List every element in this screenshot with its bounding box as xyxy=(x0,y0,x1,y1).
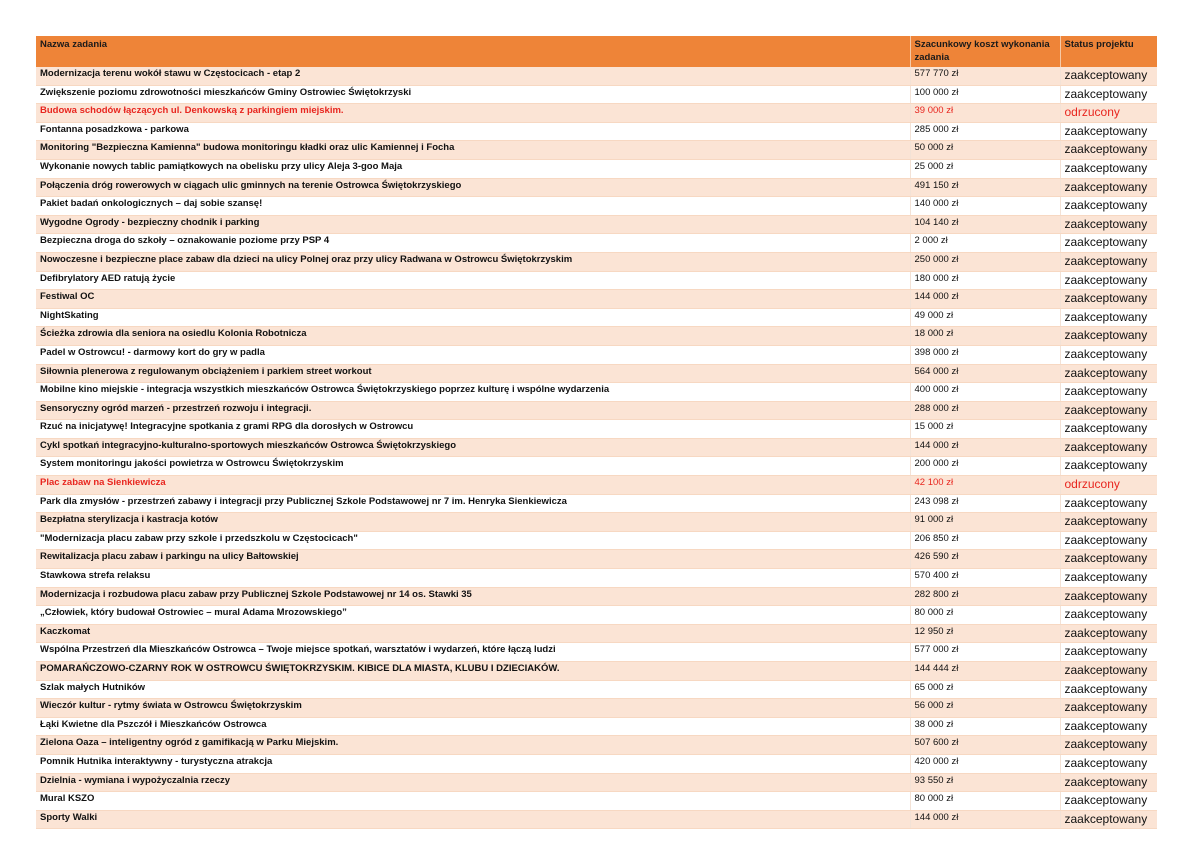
cost-cell: 100 000 zł xyxy=(910,85,1060,104)
table-row xyxy=(36,717,1157,736)
task-name-cell: Siłownia plenerowa z regulowanym obciążeniem i parkiem street workout xyxy=(36,364,910,383)
table-row xyxy=(36,792,1157,811)
cost-cell: 144 444 zł xyxy=(910,662,1060,681)
table-row xyxy=(36,624,1157,643)
cost-cell: 140 000 zł xyxy=(910,197,1060,216)
task-name-cell: Połączenia dróg rowerowych w ciągach ulic gminnych na terenie Ostrowca Świętokrzyskiego xyxy=(36,178,910,197)
table-header xyxy=(36,36,1157,67)
cost-cell: 25 000 zł xyxy=(910,159,1060,178)
status-cell: zaakceptowany xyxy=(1060,271,1157,290)
task-name-cell: Pomnik Hutnika interaktywny - turystyczna atrakcja xyxy=(36,754,910,773)
task-name-cell: Szlak małych Hutników xyxy=(36,680,910,699)
table-row xyxy=(36,159,1157,178)
task-name-cell: System monitoringu jakości powietrza w Ostrowcu Świętokrzyskim xyxy=(36,457,910,476)
table-row xyxy=(36,383,1157,402)
cost-cell: 65 000 zł xyxy=(910,680,1060,699)
task-name-cell: POMARAŃCZOWO-CZARNY ROK W OSTROWCU ŚWIĘTOKRZYSKIM. KIBICE DLA MIASTA, KLUBU I DZIECIAKÓW. xyxy=(36,662,910,681)
cost-cell: 400 000 zł xyxy=(910,383,1060,402)
status-cell: zaakceptowany xyxy=(1060,215,1157,234)
cost-cell: 577 000 zł xyxy=(910,643,1060,662)
table-row xyxy=(36,104,1157,123)
cost-cell: 56 000 zł xyxy=(910,699,1060,718)
cost-cell: 250 000 zł xyxy=(910,252,1060,271)
status-cell: zaakceptowany xyxy=(1060,513,1157,532)
table-row xyxy=(36,550,1157,569)
table-row xyxy=(36,754,1157,773)
table-row xyxy=(36,141,1157,160)
cost-cell: 144 000 zł xyxy=(910,810,1060,829)
task-name-cell: Sensoryczny ogród marzeń - przestrzeń rozwoju i integracji. xyxy=(36,401,910,420)
task-name-cell: Rewitalizacja placu zabaw i parkingu na ulicy Bałtowskiej xyxy=(36,550,910,569)
task-name-cell: Mobilne kino miejskie - integracja wszystkich mieszkańców Ostrowca Świętokrzyskiego poprzez kulturę i wspólne wydarzenia xyxy=(36,383,910,402)
status-cell: zaakceptowany xyxy=(1060,494,1157,513)
status-cell: zaakceptowany xyxy=(1060,662,1157,681)
task-name-cell: Padel w Ostrowcu! - darmowy kort do gry w padla xyxy=(36,345,910,364)
table-body xyxy=(36,67,1157,829)
cost-cell: 12 950 zł xyxy=(910,624,1060,643)
cost-cell: 577 770 zł xyxy=(910,67,1060,85)
table-row xyxy=(36,513,1157,532)
table-row xyxy=(36,420,1157,439)
task-name-cell: Pakiet badań onkologicznych – daj sobie szansę! xyxy=(36,197,910,216)
cost-cell: 80 000 zł xyxy=(910,606,1060,625)
projects-table xyxy=(36,36,1157,829)
status-cell: zaakceptowany xyxy=(1060,364,1157,383)
status-cell: zaakceptowany xyxy=(1060,67,1157,85)
cost-cell: 507 600 zł xyxy=(910,736,1060,755)
cost-cell: 491 150 zł xyxy=(910,178,1060,197)
table-row xyxy=(36,699,1157,718)
cost-cell: 104 140 zł xyxy=(910,215,1060,234)
table-row xyxy=(36,606,1157,625)
cost-cell: 288 000 zł xyxy=(910,401,1060,420)
table-row xyxy=(36,587,1157,606)
task-name-cell: Mural KSZO xyxy=(36,792,910,811)
table-row xyxy=(36,476,1157,495)
cost-cell: 570 400 zł xyxy=(910,569,1060,588)
status-cell: zaakceptowany xyxy=(1060,643,1157,662)
cost-cell: 50 000 zł xyxy=(910,141,1060,160)
task-name-cell: Wykonanie nowych tablic pamiątkowych na obelisku przy ulicy Aleja 3-goo Maja xyxy=(36,159,910,178)
status-cell: zaakceptowany xyxy=(1060,383,1157,402)
cost-cell: 420 000 zł xyxy=(910,754,1060,773)
cost-cell: 282 800 zł xyxy=(910,587,1060,606)
task-name-cell: Wspólna Przestrzeń dla Mieszkańców Ostrowca – Twoje miejsce spotkań, warsztatów i wydarzeń, które łączą ludzi xyxy=(36,643,910,662)
cost-cell: 93 550 zł xyxy=(910,773,1060,792)
cost-cell: 80 000 zł xyxy=(910,792,1060,811)
table-row xyxy=(36,438,1157,457)
status-cell: zaakceptowany xyxy=(1060,457,1157,476)
task-name-cell: Modernizacja terenu wokół stawu w Częstocicach - etap 2 xyxy=(36,67,910,85)
status-cell: zaakceptowany xyxy=(1060,736,1157,755)
cost-cell: 49 000 zł xyxy=(910,308,1060,327)
table-row xyxy=(36,290,1157,309)
task-name-cell: Łąki Kwietne dla Pszczół i Mieszkańców Ostrowca xyxy=(36,717,910,736)
table-row xyxy=(36,234,1157,253)
cost-cell: 564 000 zł xyxy=(910,364,1060,383)
status-cell: zaakceptowany xyxy=(1060,606,1157,625)
status-cell: zaakceptowany xyxy=(1060,234,1157,253)
cost-cell: 285 000 zł xyxy=(910,122,1060,141)
status-cell: odrzucony xyxy=(1060,476,1157,495)
cost-cell: 144 000 zł xyxy=(910,290,1060,309)
task-name-cell: Festiwal OC xyxy=(36,290,910,309)
task-name-cell: Sporty Walki xyxy=(36,810,910,829)
cost-cell: 426 590 zł xyxy=(910,550,1060,569)
table-row xyxy=(36,457,1157,476)
task-name-cell: "Modernizacja placu zabaw przy szkole i przedszkolu w Częstocicach" xyxy=(36,531,910,550)
header-row xyxy=(36,36,1157,67)
status-cell: zaakceptowany xyxy=(1060,122,1157,141)
status-cell: zaakceptowany xyxy=(1060,197,1157,216)
status-cell: zaakceptowany xyxy=(1060,290,1157,309)
cost-cell: 180 000 zł xyxy=(910,271,1060,290)
task-name-cell: Kaczkomat xyxy=(36,624,910,643)
task-name-cell: Park dla zmysłów - przestrzeń zabawy i integracji przy Publicznej Szkole Podstawowej nr 7 im. Henryka Sienkiewicza xyxy=(36,494,910,513)
status-cell: zaakceptowany xyxy=(1060,85,1157,104)
table-row xyxy=(36,680,1157,699)
status-cell: odrzucony xyxy=(1060,104,1157,123)
cost-cell: 144 000 zł xyxy=(910,438,1060,457)
cost-cell: 200 000 zł xyxy=(910,457,1060,476)
table-row xyxy=(36,531,1157,550)
task-name-cell: Dzielnia - wymiana i wypożyczalnia rzeczy xyxy=(36,773,910,792)
table-row xyxy=(36,308,1157,327)
task-name-cell: Zwiększenie poziomu zdrowotności mieszkańców Gminy Ostrowiec Świętokrzyski xyxy=(36,85,910,104)
table-row xyxy=(36,569,1157,588)
cost-cell: 18 000 zł xyxy=(910,327,1060,346)
projects-sheet xyxy=(36,36,1157,829)
task-name-cell: NightSkating xyxy=(36,308,910,327)
status-cell: zaakceptowany xyxy=(1060,141,1157,160)
status-cell: zaakceptowany xyxy=(1060,401,1157,420)
cost-cell: 15 000 zł xyxy=(910,420,1060,439)
task-name-cell: Cykl spotkań integracyjno-kulturalno-sportowych mieszkańców Ostrowca Świętokrzyskiego xyxy=(36,438,910,457)
task-name-cell: Plac zabaw na Sienkiewicza xyxy=(36,476,910,495)
task-name-cell: „Człowiek, który budował Ostrowiec – mural Adama Mrozowskiego” xyxy=(36,606,910,625)
status-cell: zaakceptowany xyxy=(1060,587,1157,606)
table-row xyxy=(36,736,1157,755)
task-name-cell: Zielona Oaza – inteligentny ogród z gamifikacją w Parku Miejskim. xyxy=(36,736,910,755)
table-row xyxy=(36,364,1157,383)
status-cell: zaakceptowany xyxy=(1060,773,1157,792)
cost-cell: 206 850 zł xyxy=(910,531,1060,550)
table-row xyxy=(36,252,1157,271)
table-row xyxy=(36,643,1157,662)
status-cell: zaakceptowany xyxy=(1060,569,1157,588)
table-row xyxy=(36,401,1157,420)
cost-cell: 42 100 zł xyxy=(910,476,1060,495)
cost-cell: 398 000 zł xyxy=(910,345,1060,364)
task-name-cell: Stawkowa strefa relaksu xyxy=(36,569,910,588)
status-cell: zaakceptowany xyxy=(1060,717,1157,736)
table-row xyxy=(36,271,1157,290)
table-row xyxy=(36,327,1157,346)
table-row xyxy=(36,773,1157,792)
table-row xyxy=(36,197,1157,216)
task-name-cell: Wygodne Ogrody - bezpieczny chodnik i parking xyxy=(36,215,910,234)
header-project-status: Status projektu xyxy=(1060,36,1157,67)
status-cell: zaakceptowany xyxy=(1060,531,1157,550)
status-cell: zaakceptowany xyxy=(1060,252,1157,271)
table-row xyxy=(36,67,1157,85)
table-row xyxy=(36,662,1157,681)
status-cell: zaakceptowany xyxy=(1060,345,1157,364)
task-name-cell: Monitoring "Bezpieczna Kamienna" budowa monitoringu kładki oraz ulic Kamiennej i Focha xyxy=(36,141,910,160)
status-cell: zaakceptowany xyxy=(1060,159,1157,178)
cost-cell: 38 000 zł xyxy=(910,717,1060,736)
task-name-cell: Bezpieczna droga do szkoły – oznakowanie poziome przy PSP 4 xyxy=(36,234,910,253)
header-estimated-cost: Szacunkowy koszt wykonania zadania xyxy=(910,36,1060,67)
cost-cell: 2 000 zł xyxy=(910,234,1060,253)
status-cell: zaakceptowany xyxy=(1060,420,1157,439)
status-cell: zaakceptowany xyxy=(1060,754,1157,773)
task-name-cell: Bezpłatna sterylizacja i kastracja kotów xyxy=(36,513,910,532)
table-row xyxy=(36,178,1157,197)
cost-cell: 243 098 zł xyxy=(910,494,1060,513)
status-cell: zaakceptowany xyxy=(1060,327,1157,346)
status-cell: zaakceptowany xyxy=(1060,810,1157,829)
status-cell: zaakceptowany xyxy=(1060,178,1157,197)
status-cell: zaakceptowany xyxy=(1060,550,1157,569)
table-row xyxy=(36,122,1157,141)
status-cell: zaakceptowany xyxy=(1060,792,1157,811)
status-cell: zaakceptowany xyxy=(1060,699,1157,718)
status-cell: zaakceptowany xyxy=(1060,438,1157,457)
task-name-cell: Rzuć na inicjatywę! Integracyjne spotkania z grami RPG dla dorosłych w Ostrowcu xyxy=(36,420,910,439)
table-row xyxy=(36,345,1157,364)
table-row xyxy=(36,810,1157,829)
table-row xyxy=(36,494,1157,513)
task-name-cell: Nowoczesne i bezpieczne place zabaw dla dzieci na ulicy Polnej oraz przy ulicy Radwana w Ostrowcu Świętokrzyskim xyxy=(36,252,910,271)
task-name-cell: Ścieżka zdrowia dla seniora na osiedlu Kolonia Robotnicza xyxy=(36,327,910,346)
cost-cell: 91 000 zł xyxy=(910,513,1060,532)
header-task-name: Nazwa zadania xyxy=(36,36,910,67)
table-row xyxy=(36,85,1157,104)
cost-cell: 39 000 zł xyxy=(910,104,1060,123)
status-cell: zaakceptowany xyxy=(1060,624,1157,643)
task-name-cell: Defibrylatory AED ratują życie xyxy=(36,271,910,290)
task-name-cell: Fontanna posadzkowa - parkowa xyxy=(36,122,910,141)
status-cell: zaakceptowany xyxy=(1060,680,1157,699)
task-name-cell: Modernizacja i rozbudowa placu zabaw przy Publicznej Szkole Podstawowej nr 14 os. Stawki 35 xyxy=(36,587,910,606)
task-name-cell: Budowa schodów łączących ul. Denkowską z parkingiem miejskim. xyxy=(36,104,910,123)
status-cell: zaakceptowany xyxy=(1060,308,1157,327)
task-name-cell: Wieczór kultur - rytmy świata w Ostrowcu Świętokrzyskim xyxy=(36,699,910,718)
table-row xyxy=(36,215,1157,234)
